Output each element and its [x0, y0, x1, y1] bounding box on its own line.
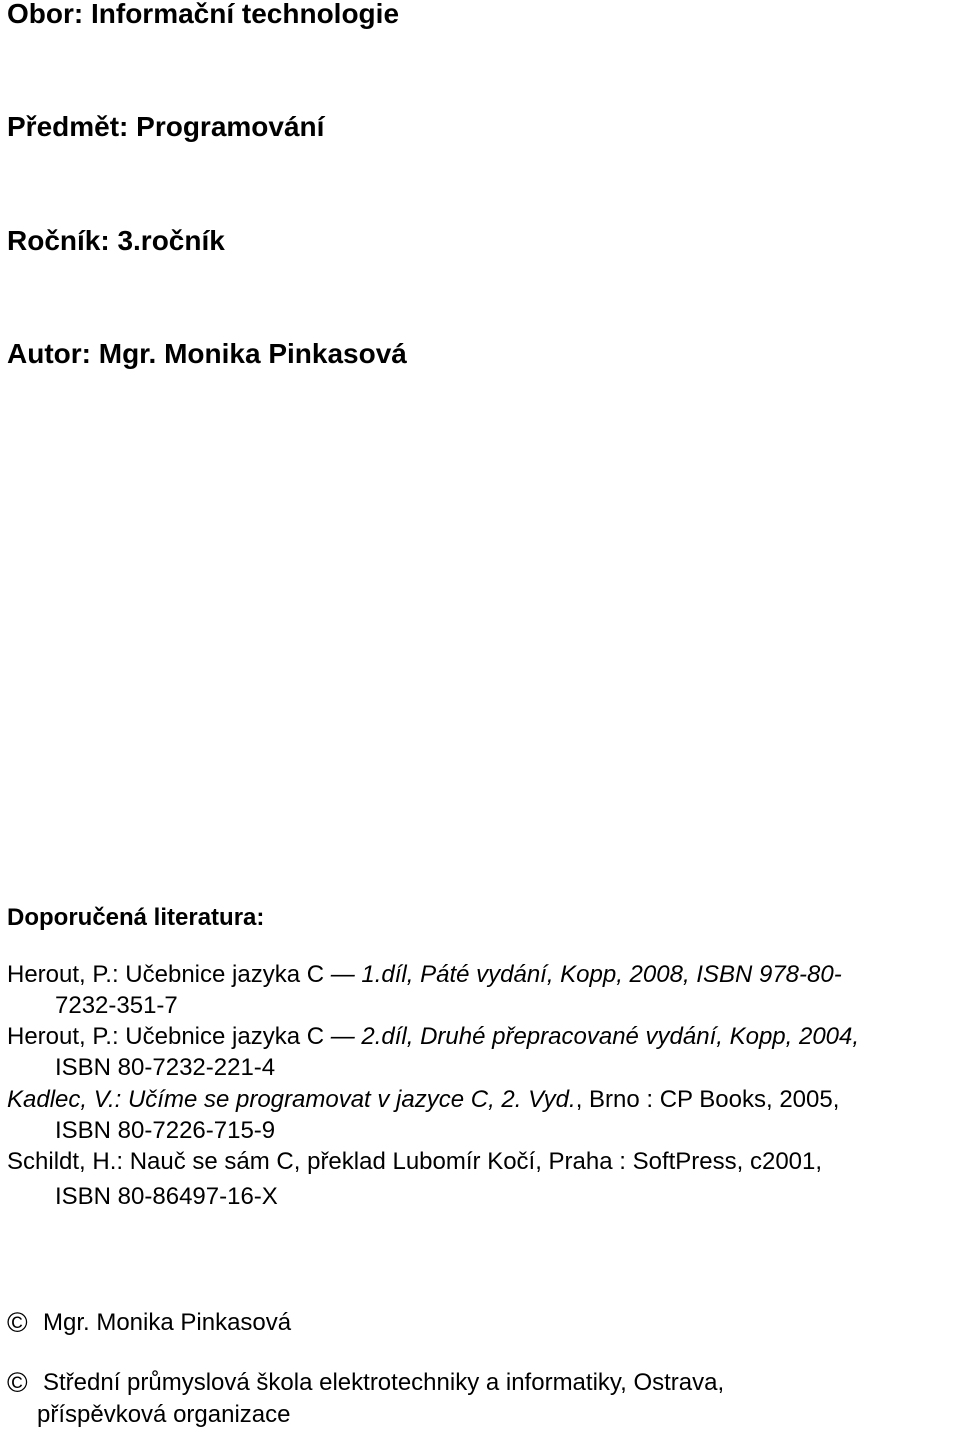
copyright-author-name: Mgr. Monika Pinkasová	[43, 1309, 292, 1336]
reference-3-line-2: ISBN 80-7226-715-9	[55, 1117, 276, 1144]
reference-1-line-1	[7, 963, 842, 987]
reference-1-line-2: 7232-351-7	[55, 992, 178, 1019]
reference-1-author-title: Herout, P.: Učebnice jazyka C	[7, 961, 331, 988]
reference-4-line-1: Schildt, H.: Nauč se sám C, překlad Lubomír Kočí, Praha : SoftPress, c2001,	[7, 1148, 823, 1175]
reference-3-line-1	[7, 1088, 839, 1112]
copyright-school	[7, 1369, 724, 1397]
copyright-school-name: Střední průmyslová škola elektrotechniky a informatiky, Ostrava,	[43, 1369, 725, 1396]
copyright-icon: ©	[7, 1307, 28, 1338]
reference-2-edition: ― 2.díl, Druhé přepracované vydání, Kopp, 2004,	[330, 1023, 860, 1050]
reference-2-line-1	[7, 1025, 859, 1049]
field-obor: Obor: Informační technologie	[7, 0, 400, 29]
reference-2-line-2: ISBN 80-7232-221-4	[55, 1054, 276, 1081]
copyright-icon: ©	[7, 1367, 28, 1398]
field-autor: Autor: Mgr. Monika Pinkasová	[7, 338, 407, 369]
copyright-author	[7, 1309, 291, 1337]
literature-title: Doporučená literatura:	[7, 904, 265, 931]
reference-3-publisher: , Brno : CP Books, 2005,	[575, 1086, 840, 1113]
reference-1-edition: ― 1.díl, Páté vydání, Kopp, 2008, ISBN 978-80-	[330, 961, 842, 988]
reference-4-line-2: ISBN 80-86497-16-X	[55, 1183, 278, 1210]
copyright-school-line-2: příspěvková organizace	[37, 1401, 291, 1428]
field-predmet: Předmět: Programování	[7, 111, 325, 142]
field-rocnik: Ročník: 3.ročník	[7, 225, 225, 256]
reference-2-author-title: Herout, P.: Učebnice jazyka C	[7, 1023, 331, 1050]
reference-3-author-title: Kadlec, V.: Učíme se programovat v jazyce C, 2. Vyd.	[7, 1086, 576, 1113]
